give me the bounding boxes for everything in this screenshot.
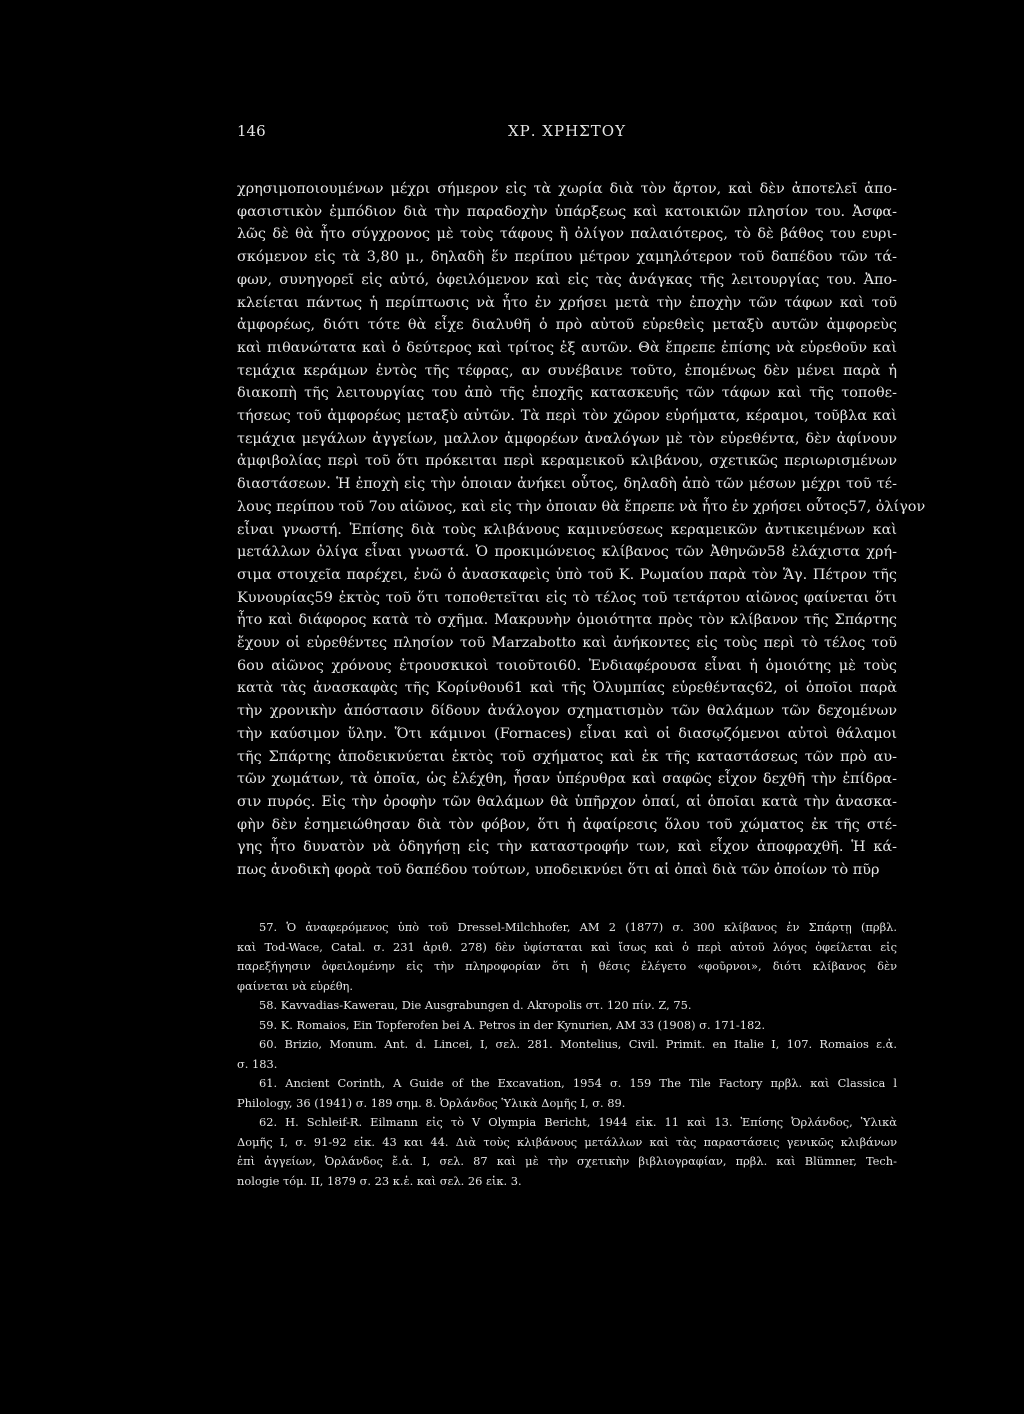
text-line: λῶς δὲ θὰ ἦτο σύγχρονος μὲ τοὺς τάφους ἢ ὀλίγον παλαιότερος, τὸ δὲ βάθος του ευρι- xyxy=(237,226,897,243)
text-line: χρησιμοποιουμένων μέχρι σήμερον εἰς τὰ χωρία διὰ τὸν ἄρτον, καὶ δὲν ἀποτελεῖ ἀπο- xyxy=(237,181,897,197)
footnote-line: 59. K. Romaios, Ein Topferofen bei A. Petros in der Kynurien, AM 33 (1908) σ. 171-182. xyxy=(259,1017,766,1032)
footnote-line: σ. 183. xyxy=(237,1056,278,1071)
text-line: τεμάχια κεράμων ἐντὸς τῆς τέφρας, αν συνέβαινε τοῦτο, ἑπομένως δὲν μένει παρὰ ἡ xyxy=(237,362,897,379)
text-line: μετάλλων ὀλίγα εἶναι γνωστά. Ὁ προκιμώνειος κλίβανος τῶν Ἀθηνῶν58 ἐλάχιστα χρή- xyxy=(237,544,897,561)
footnote-line: Philology, 36 (1941) σ. 189 σημ. 8. Ὀρλάνδος Ὑλικὰ Δομῆς I, σ. 89. xyxy=(237,1095,626,1110)
footnote-line: καὶ Tod-Wace, Catal. σ. 231 ἀριθ. 278) δὲν ὑφίσταται καὶ ἴσως καὶ ὁ περὶ αὐτοῦ λόγος ὀφείλεται εἰς xyxy=(237,939,897,954)
running-title: ΧΡ. ΧΡΗΣΤΟΥ xyxy=(508,122,626,140)
footnote-line: ἐπὶ ἀγγείων, Ὀρλάνδος ἔ.ἀ. I, σελ. 87 καὶ μὲ τὴν σχετικὴν βιβλιογραφίαν, πρβλ. καὶ Blümner, Tech- xyxy=(237,1154,897,1168)
text-line: λους περίπου τοῦ 7ου αἰῶνος, καὶ εἰς τὴν ὁποιαν θὰ ἔπρεπε νὰ ἦτο ἐν χρήσει οὗτος57, ὀλίγον xyxy=(237,498,926,515)
text-line: ἔχουν οἱ εὑρεθέντες πλησίον τοῦ Marzabotto καὶ ἀνήκοντες εἰς τοὺς περὶ τὸ τέλος τοῦ xyxy=(237,635,897,652)
text-line: πως ἀνοδικὴ φορὰ τοῦ δαπέδου τούτων, υποδεικνύει ὅτι αἱ ὀπαὶ διὰ τῶν ὁποίων τὸ πῦρ xyxy=(237,862,880,879)
text-line: σιν πυρός. Εἰς τὴν ὀροφὴν τῶν θαλάμων θὰ ὑπῆρχον ὀπαί, αἱ ὁποῖαι κατὰ τὴν ἀνασκα- xyxy=(237,793,897,810)
text-line: τεμάχια μεγάλων ἀγγείων, μαλλον ἀμφορέων ἀναλόγων μὲ τὸν εὑρεθέντα, δὲν ἀφίνουν xyxy=(237,430,897,447)
footnotes xyxy=(237,918,897,1191)
text-line: σκόμενον εἰς τὰ 3,80 μ., δηλαδὴ ἕν περίπου μέτρον χαμηλότερον τοῦ δαπέδου τῶν τά- xyxy=(237,249,897,266)
text-line: κατὰ τὰς ἀνασκαφὰς τῆς Κορίνθου61 καὶ τῆς Ὀλυμπίας εὑρεθέντας62, οἱ ὁποῖοι παρὰ xyxy=(237,680,897,697)
footnote-line: 60. Brizio, Monum. Ant. d. Lincei, I, σελ. 281. Montelius, Civil. Primit. en Italie I, 107. Romaios ε.ἀ. xyxy=(259,1037,897,1051)
main-text xyxy=(237,178,926,882)
text-line: γης ἦτο δυνατὸν νὰ ὁδηγήσῃ εἰς τὴν καταστροφήν των, καὶ εἶχον ἀποφραχθῆ. Ἡ κά- xyxy=(237,839,897,856)
text-line: φων, συνηγορεῖ εἰς αὐτό, ὀφειλόμενον καὶ εἰς τὰς ἀνάγκας τῆς λειτουργίας του. Ἀπο- xyxy=(237,271,897,288)
text-line: τῶν χωμάτων, τὰ ὁποῖα, ὡς ἐλέχθη, ἦσαν ὑπέρυθρα καὶ σαφῶς εἶχον δεχθῆ τὴν ἐπίδρα- xyxy=(237,771,897,788)
text-line: σιμα στοιχεῖα παρέχει, ἐνῶ ὁ ἀνασκαφεὶς ὑπὸ τοῦ Κ. Ρωμαίου παρὰ τὸν Ἅγ. Πέτρον τῆς xyxy=(237,566,897,583)
text-line: κλείεται πάντως ἡ περίπτωσις νὰ ἦτο ἐν χρήσει μετὰ τὴν ἐποχὴν τῶν τάφων καὶ τοῦ xyxy=(237,294,897,311)
text-line: Κυνουρίας59 ἐκτὸς τοῦ ὅτι τοποθετεῖται εἰς τὸ τέλος τοῦ τετάρτου αἰῶνος φαίνεται ὅτι xyxy=(237,589,897,606)
text-line: φὴν δὲν ἐσημειώθησαν διὰ τὸν φόβον, ὅτι ἡ ἀφαίρεσις ὅλου τοῦ χώματος ἐκ τῆς στέ- xyxy=(237,816,897,833)
text-line: τὴν καύσιμον ὕλην. Ὅτι κάμινοι (Fornaces) εἶναι καὶ οἱ διασῳζόμενοι αὐτοὶ θάλαμοι xyxy=(237,725,897,742)
text-line: ἀμφορέως, διότι τότε θὰ εἶχε διαλυθῆ ὁ πρὸ αὐτοῦ εὑρεθεὶς μεταξὺ αυτῶν ἀμφορεὺς xyxy=(237,317,897,334)
text-line: εἶναι γνωστή. Ἐπίσης διὰ τοὺς κλιβάνους καμινεύσεως κεραμεικῶν ἀντικειμένων καὶ xyxy=(237,521,897,538)
footnote-line: παρεξήγησιν ὀφειλομένην εἰς τὴν πληροφορίαν ὅτι ἡ θέσις ἐλέγετο «φοῦρνοι», διότι κλίβανος δὲν xyxy=(237,959,897,973)
footnote-line: 58. Kavvadias-Kawerau, Die Ausgrabungen d. Akropolis στ. 120 πίν. Z, 75. xyxy=(259,998,692,1012)
footnote-line: φαίνεται νὰ εὑρέθη. xyxy=(237,978,354,993)
text-line: καὶ πιθανώτατα καὶ ὁ δεύτερος καὶ τρίτος ἐξ αυτῶν. Θὰ ἔπρεπε ἐπίσης νὰ εὑρεθοῦν καὶ xyxy=(237,339,897,356)
page-header xyxy=(237,122,897,148)
footnote-line: 57. Ὁ ἀναφερόμενος ὑπὸ τοῦ Dressel-Milchhofer, AM 2 (1877) σ. 300 κλίβανος ἐν Σπάρτῃ (πρβλ. xyxy=(259,920,897,934)
text-line: διακοπὴ τῆς λειτουργίας του ἀπὸ τῆς ἐποχῆς κατασκευῆς τῶν τάφων καὶ τῆς τοποθε- xyxy=(237,385,897,402)
text-line: ἦτο καὶ διάφορος κατὰ τὸ σχῆμα. Μακρυνὴν ὁμοιότητα πρὸς τὸν κλίβανον τῆς Σπάρτης xyxy=(237,612,897,629)
footnote-line: 61. Ancient Corinth, A Guide of the Excavation, 1954 σ. 159 The Tile Factory πρβλ. καὶ Classica l xyxy=(259,1076,897,1090)
text-line: τῆς Σπάρτης ἀποδεικνύεται ἐκτὸς τοῦ σχήματος καὶ ἐκ τῆς καταστάσεως τῶν πρὸ αυ- xyxy=(237,748,897,765)
footnote-line: nologie τόμ. II, 1879 σ. 23 κ.ἑ. καὶ σελ. 26 εἰκ. 3. xyxy=(237,1173,522,1188)
footnote-line: 62. H. Schleif-R. Eilmann εἰς τὸ V Olympia Bericht, 1944 εἰκ. 11 καὶ 13. Ἐπίσης Ὀρλάνδος, Ὑλικὰ xyxy=(259,1115,897,1129)
text-line: 6ου αἰῶνος χρόνους ἐτρουσκικοὶ τοιοῦτοι60. Ἐνδιαφέρουσα εἶναι ἡ ὁμοιότης μὲ τοὺς xyxy=(237,657,897,674)
page-number: 146 xyxy=(237,122,266,140)
text-line: διαστάσεων. Ἡ ἐποχὴ εἰς τὴν ὁποιαν ἀνήκει οὗτος, δηλαδὴ ἀπὸ τῶν μέσων μέχρι τοῦ τέ- xyxy=(237,476,897,493)
text-line: τὴν χρονικὴν ἀπόστασιν δίδουν ἀνάλογον σχηματισμὸν τῶν θαλάμων τῶν δεχομένων xyxy=(237,703,897,720)
footnote-line: Δομῆς I, σ. 91-92 εἰκ. 43 και 44. Διὰ τοὺς κλιβάνους μετάλλων καὶ τὰς παραστάσεις γενικῶς κλιβάνων xyxy=(237,1134,897,1149)
text-line: τήσεως τοῦ ἀμφορέως μεταξὺ αὐτῶν. Τὰ περὶ τὸν χῶρον εὑρήματα, κέραμοι, τοῦβλα καὶ xyxy=(237,408,897,425)
text-line: ἀμφιβολίας περὶ τοῦ ὅτι πρόκειται περὶ κεραμεικοῦ κλιβάνου, σχετικῶς περιωρισμένων xyxy=(237,453,897,470)
text-line: φασιστικὸν ἐμπόδιον διὰ τὴν παραδοχὴν ὑπάρξεως καὶ κατοικιῶν πλησίον του. Ἀσφα- xyxy=(237,203,897,220)
